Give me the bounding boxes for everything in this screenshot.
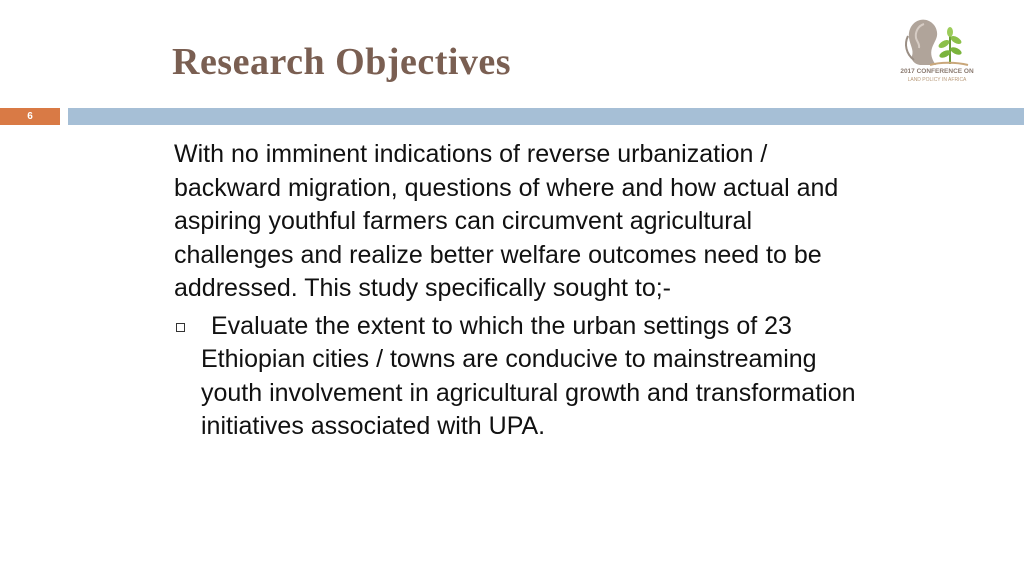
slide-number: 6 [0,108,60,125]
bullet-text: Evaluate the extent to which the urban settings of 23 Ethiopian cities / towns are conducive to mainstreaming youth involvement in agricultural growth and transformation initiatives associated with UPA. [201,311,856,440]
conference-logo-icon [900,14,974,68]
list-item [174,310,864,444]
slide-title: Research Objectives [172,41,512,83]
slide-body [174,138,864,444]
intro-paragraph: With no imminent indications of reverse urbanization / backward migration, questions of where and how actual and aspiring youthful farmers can circumvent agricultural challenges and realize better welfare outcomes need to be addressed. This study specifically sought to;- [174,140,839,302]
logo-text-line2: LAND POLICY IN AFRICA [907,77,967,83]
conference-logo [892,14,982,86]
square-bullet-icon [176,323,185,332]
logo-text-line1: 2017 CONFERENCE ON [900,68,974,75]
header-divider-bar [68,108,1024,125]
